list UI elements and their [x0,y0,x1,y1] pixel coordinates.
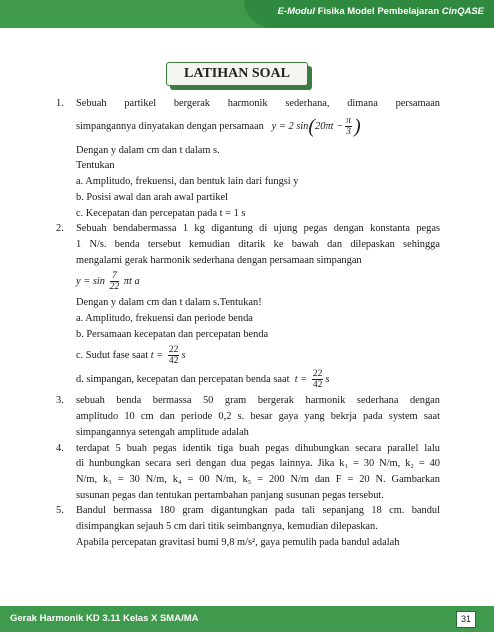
q4-line1: terdapat 5 buah pegas identik tiga buah pegas dihubungkan secara parallel lalu [76,442,440,454]
question-2 [56,221,440,390]
q2-d-text: d. simpangan, kecepatan dan percepatan benda saat [76,374,290,386]
q1-eq-inner: 20πt − [315,120,344,132]
q2-d-num: 22 [312,368,323,380]
q2-item-d [76,369,440,390]
q1-eq-lhs: y = 2 sin [271,120,309,132]
header-suffix: CinQASE [441,6,484,17]
q1-item-a: a. Amplitudo, frekuensi, dan bentuk lain dari fungsi y [76,176,299,188]
q2-d-unit: s [325,374,330,386]
q2-c-lhs: t = [150,350,164,362]
q1-equation: y = 2 sin(20πt − $\frac{\pi}{3}$ ) [271,114,361,138]
q2-eq-den: 22 [109,281,120,293]
q4-line4: susunan pegas dan tentukan pertambahan panjang susunan pegas tersebut. [76,489,384,501]
question-5 [56,503,440,550]
page-number: 31 [456,611,476,628]
header-prefix: E-Modul [277,6,316,17]
footer-bar [0,606,494,632]
question-number: 3. [56,395,64,407]
question-4 [56,441,440,504]
footer-text: Gerak Harmonik KD 3.11 Kelas X SMA/MA [10,613,199,624]
q2-line4: Dengan y dalam cm dan t dalam s.Tentukan! [76,297,262,309]
q3-line1: sebuah benda bermassa 50 gram bergerak harmonik sederhana dengan [76,395,440,407]
q3-line3: simpangannya setengah amplitude adalah [76,426,249,438]
header-middle: Fisika Model Pembelajaran [315,6,442,17]
q2-c-den: 42 [168,355,179,367]
question-3 [56,393,440,440]
q2-c-unit: s [181,350,186,362]
page-title: LATIHAN SOAL [166,62,308,86]
q2-item-c [76,345,440,366]
q2-item-a: a. Amplitudo, frekuensi dan periode benda [76,313,253,325]
question-1 [56,96,440,221]
q2-item-b: b. Persamaan kecepatan dan percepatan benda [76,328,269,340]
q4-line2: di hunbungkan secara seri dengan dua pegas lainnya. Jika k₁ = 30 N/m, k₂ = 40 [76,458,440,470]
q1-item-c: c. Kecepatan dan percepatan pada t = 1 s [76,207,246,219]
q2-line3: mengalami gerak harmonik sederhana dengan persamaan simpangan [76,254,362,266]
content [56,96,440,550]
q2-c-text: c. Sudut fase saat [76,350,149,362]
q1-line4: Tentukan [76,160,115,172]
q2-line1: Sebuah bendabermassa 1 kg digantung di ujung pegas dengan konstanta pegas [76,223,440,235]
q3-line2: amplitudo 10 cm dan periode 0,2 s. besar gaya yang bekrja pada system saat [76,411,440,423]
q2-d-lhs: t = [294,374,308,386]
q1-eq-den: 3 [346,125,351,137]
q2-eq-num: 7 [110,271,120,282]
question-number: 1. [56,98,64,109]
q2-d-fraction [312,369,324,390]
q1-line2-text: simpangannya dinyatakan dengan persamaan [76,120,264,132]
q2-equation [76,271,440,292]
q2-eq-lhs: y = sin [76,276,105,288]
q1-line1: Sebuah partikel bergerak harmonik sederhana, dimana persamaan [76,98,440,109]
q1-eq-fraction [345,116,352,137]
q5-line1: Bandul bermassa 180 gram digantungkan pada tali sepanjang 18 cm. bandul [76,505,440,517]
question-number: 5. [56,505,64,517]
q2-c-num: 22 [168,344,179,356]
q1-line3: Dengan y dalam cm dan t dalam s. [76,144,220,156]
q1-line2 [76,116,440,137]
q2-eq-rhs: πt a [123,276,140,288]
header-text [278,6,484,17]
header-tab [244,0,494,28]
q4-line3: N/m, k₃ = 30 N/m, k₄ = 00 N/m, k₅ = 200 N/m dan F = 20 N. Gambarkan [76,473,440,485]
question-number: 4. [56,442,64,454]
q1-eq-num: π [346,114,351,126]
q2-eq-fraction [110,271,120,292]
q2-d-den: 42 [312,379,323,391]
q2-line2: 1 N/s. benda tersebut kemudian ditarik ke bawah dan dilepaskan sehingga [76,238,440,250]
title-box [166,62,312,90]
q5-line2: disimpangkan sejauh 5 cm dari titik seimbangnya, kemudian dilepaskan. [76,521,378,533]
question-number: 2. [56,223,64,235]
q1-item-b: b. Posisi awal dan arah awal partikel [76,191,229,203]
q5-line3: Apabila percepatan gravitasi bumi 9,8 m/s², gaya pemulih pada bandul adalah [76,536,400,548]
q2-c-fraction [168,345,180,366]
